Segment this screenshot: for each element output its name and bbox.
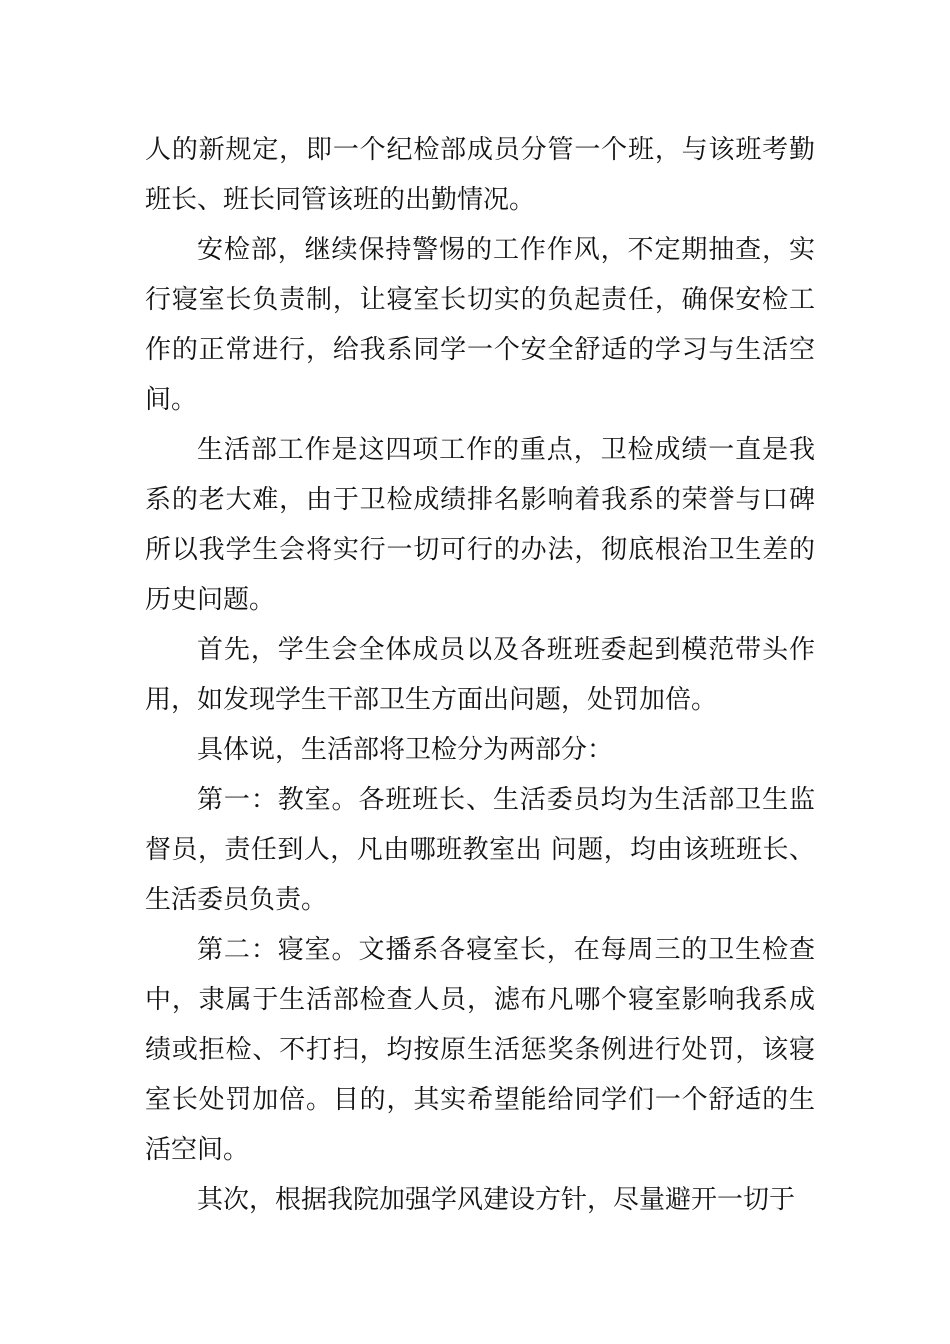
paragraph-5: 具体说，生活部将卫检分为两部分： xyxy=(197,735,614,765)
paragraph-2: 安检部，继续保持警惕的工作作风，不定期抽查，实行寝室长负责制，让寝室长切实的负起责任，确保安检工作的正常进行，给我系同学一个安全舒适的学习与生活空间。 xyxy=(145,235,815,415)
paragraph-7: 第二：寝室。文播系各寝室长，在每周三的卫生检查中，隶属于生活部检查人员，滤布凡哪个寝室影响我系成绩或拒检、不打扫，均按原生活惩奖条例进行处罚，该寝室长处罚加倍。目的，其实希望能给同学们一个舒适的生活空间。 xyxy=(145,935,815,1165)
document-body xyxy=(145,125,815,1225)
paragraph-4: 首先，学生会全体成员以及各班班委起到模范带头作用，如发现学生干部卫生方面出问题，处罚加倍。 xyxy=(145,635,815,715)
paragraph-8: 其次，根据我院加强学风建设方针，尽量避开一切于 xyxy=(197,1185,796,1215)
paragraph-6: 第一：教室。各班班长、生活委员均为生活部卫生监督员，责任到人，凡由哪班教室出 问题，均由该班班长、生活委员负责。 xyxy=(145,785,815,915)
paragraph-1: 人的新规定，即一个纪检部成员分管一个班，与该班考勤班长、班长同管该班的出勤情况。 xyxy=(145,135,815,215)
paragraph-3: 生活部工作是这四项工作的重点，卫检成绩一直是我系的老大难，由于卫检成绩排名影响着我系的荣誉与口碑所以我学生会将实行一切可行的办法，彻底根治卫生差的历史问题。 xyxy=(145,435,815,615)
